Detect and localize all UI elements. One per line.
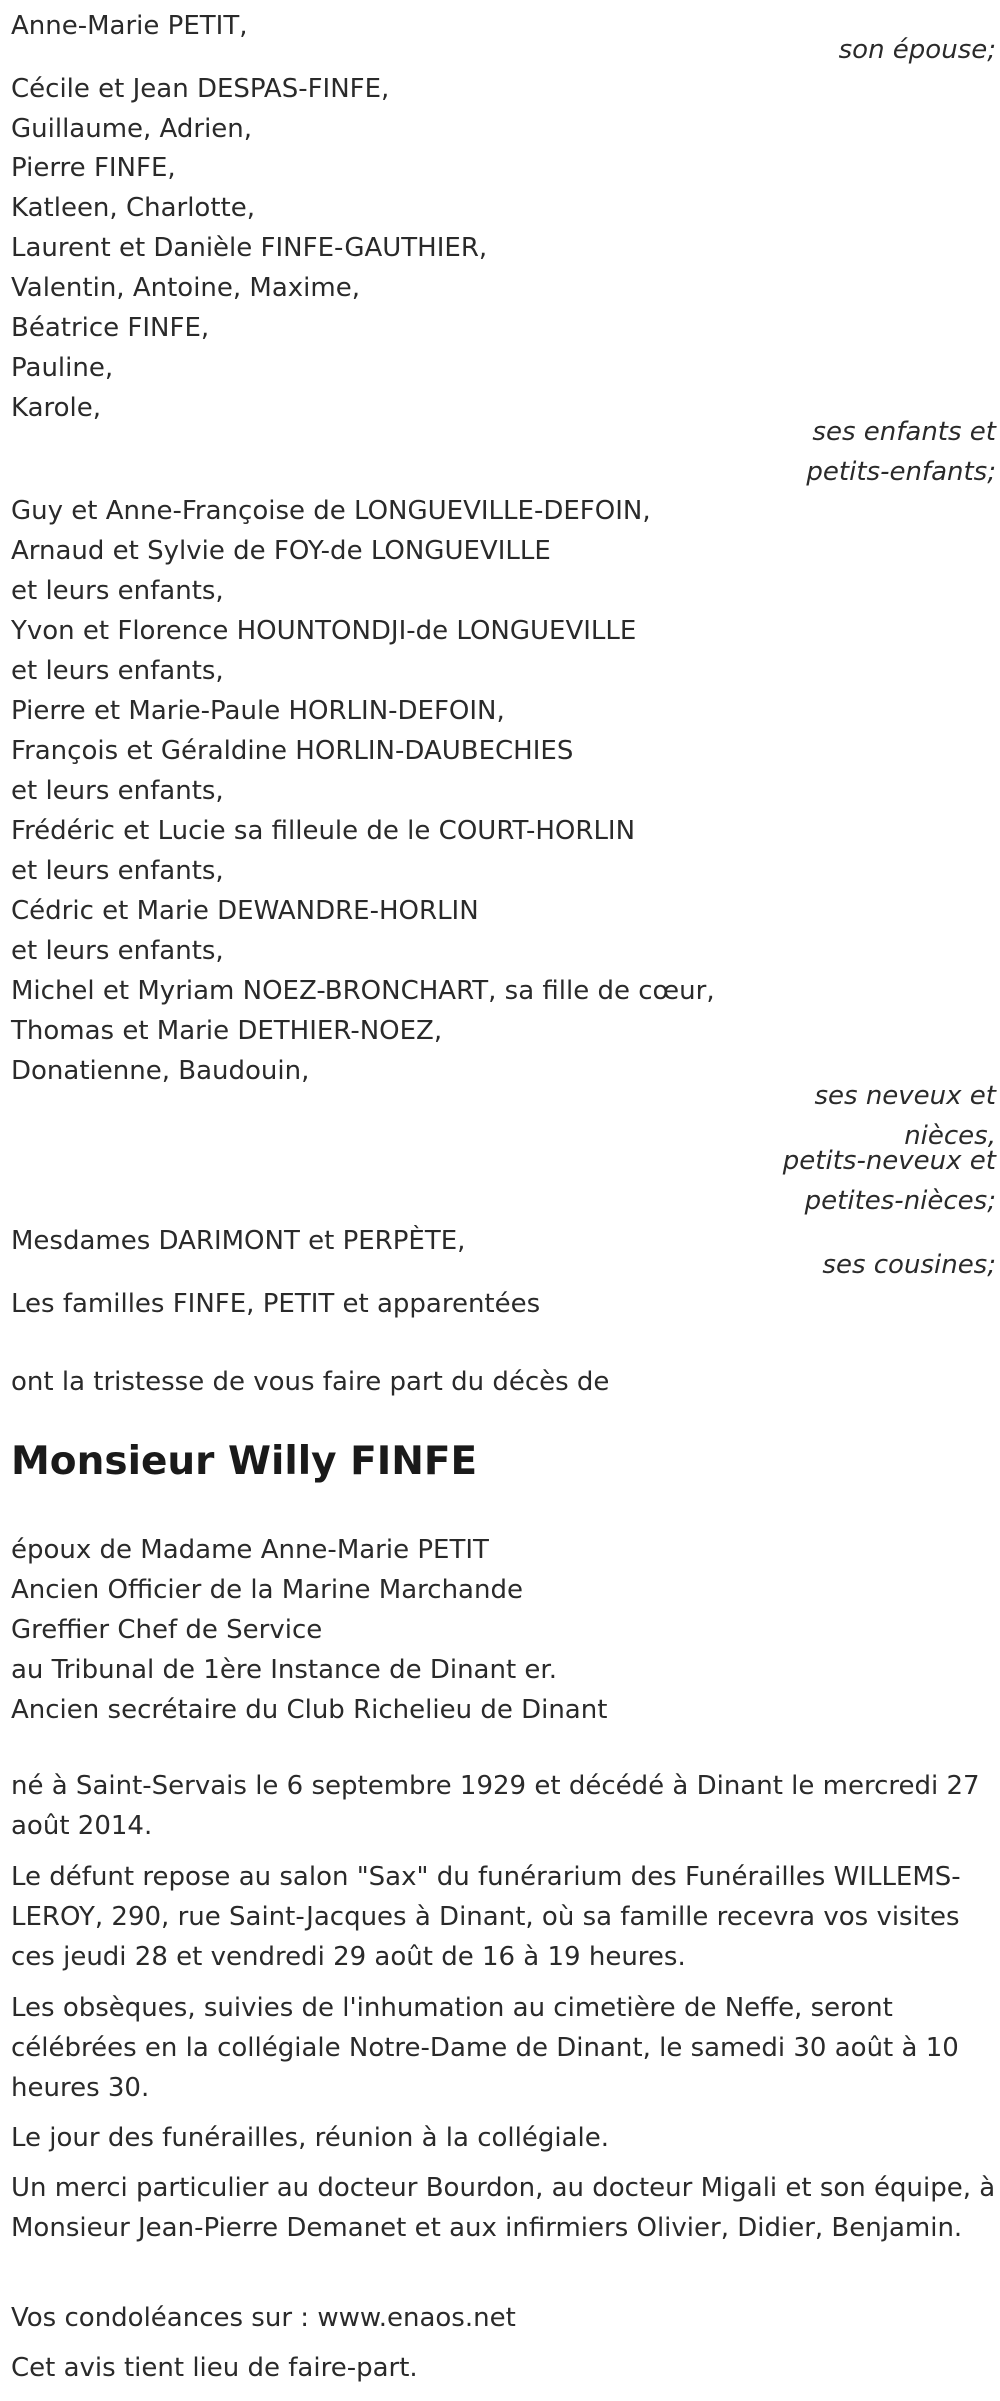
relation-label: petites-nièces; xyxy=(804,1186,996,1216)
family-line: Thomas et Marie DETHIER-NOEZ, xyxy=(11,1016,443,1046)
title-line: époux de Madame Anne-Marie PETIT xyxy=(11,1535,489,1565)
family-line: Valentin, Antoine, Maxime, xyxy=(11,273,360,303)
family-line: Cédric et Marie DEWANDRE-HORLIN xyxy=(11,896,479,926)
relation-label: ses enfants et xyxy=(812,417,996,447)
family-line: François et Géraldine HORLIN-DAUBECHIES xyxy=(11,736,574,766)
family-line: Laurent et Danièle FINFE-GAUTHIER, xyxy=(11,233,488,263)
funeral-paragraph: Les obsèques, suivies de l'inhumation au cimetière de Neffe, seront célébrées en la collégiale Notre-Dame de Dinant, le samedi 30 août à 10 heures 30. xyxy=(11,1993,959,2103)
family-line: Guy et Anne-Françoise de LONGUEVILLE-DEFOIN, xyxy=(11,496,651,526)
relation-label: son épouse; xyxy=(838,35,996,65)
family-line: Les familles FINFE, PETIT et apparentées xyxy=(11,1289,541,1319)
family-line: Cécile et Jean DESPAS-FINFE, xyxy=(11,74,390,104)
relation-label: ses cousines; xyxy=(822,1250,996,1280)
deceased-name: Monsieur Willy FINFE xyxy=(11,1439,478,1484)
family-line: Pierre et Marie-Paule HORLIN-DEFOIN, xyxy=(11,696,505,726)
relation-label: nièces, xyxy=(904,1121,996,1151)
family-line: Béatrice FINFE, xyxy=(11,313,210,343)
family-line: Katleen, Charlotte, xyxy=(11,193,255,223)
meeting-paragraph: Le jour des funérailles, réunion à la collégiale. xyxy=(11,2123,609,2153)
family-line: Karole, xyxy=(11,393,102,423)
family-line: Guillaume, Adrien, xyxy=(11,114,253,144)
family-line: et leurs enfants, xyxy=(11,656,224,686)
family-line: et leurs enfants, xyxy=(11,936,224,966)
family-line: et leurs enfants, xyxy=(11,776,224,806)
family-line: et leurs enfants, xyxy=(11,576,224,606)
condolences-paragraph: Vos condoléances sur : www.enaos.net xyxy=(11,2303,516,2333)
closing-paragraph: Cet avis tient lieu de faire-part. xyxy=(11,2353,418,2383)
family-line: Pauline, xyxy=(11,353,114,383)
family-line: et leurs enfants, xyxy=(11,856,224,886)
family-line: Anne-Marie PETIT, xyxy=(11,11,248,41)
announcement-text: ont la tristesse de vous faire part du décès de xyxy=(11,1367,610,1397)
title-line: Greffier Chef de Service xyxy=(11,1615,323,1645)
visitation-paragraph: Le défunt repose au salon "Sax" du funérarium des Funérailles WILLEMS-LEROY, 290, rue Saint-Jacques à Dinant, où sa famille recevra vos visites ces jeudi 28 et vendredi 29 août de 16 à 19 heures. xyxy=(11,1862,961,1972)
family-line: Pierre FINFE, xyxy=(11,153,176,183)
relation-label: petits-enfants; xyxy=(806,457,996,487)
birth-death-paragraph: né à Saint-Servais le 6 septembre 1929 et décédé à Dinant le mercredi 27 août 2014. xyxy=(11,1771,980,1841)
family-line: Donatienne, Baudouin, xyxy=(11,1056,310,1086)
title-line: Ancien secrétaire du Club Richelieu de Dinant xyxy=(11,1695,608,1725)
title-line: Ancien Officier de la Marine Marchande xyxy=(11,1575,523,1605)
relation-label: ses neveux et xyxy=(814,1081,996,1111)
family-line: Yvon et Florence HOUNTONDJI-de LONGUEVILLE xyxy=(11,616,637,646)
family-line: Mesdames DARIMONT et PERPÈTE, xyxy=(11,1226,466,1256)
family-line: Arnaud et Sylvie de FOY-de LONGUEVILLE xyxy=(11,536,551,566)
relation-label: petits-neveux et xyxy=(782,1146,996,1176)
thanks-paragraph: Un merci particulier au docteur Bourdon, au docteur Migali et son équipe, à Monsieur Jean-Pierre Demanet et aux infirmiers Olivier, Didier, Benjamin. xyxy=(11,2173,996,2243)
family-line: Frédéric et Lucie sa filleule de le COURT-HORLIN xyxy=(11,816,636,846)
family-line: Michel et Myriam NOEZ-BRONCHART, sa fille de cœur, xyxy=(11,976,715,1006)
title-line: au Tribunal de 1ère Instance de Dinant er. xyxy=(11,1655,557,1685)
